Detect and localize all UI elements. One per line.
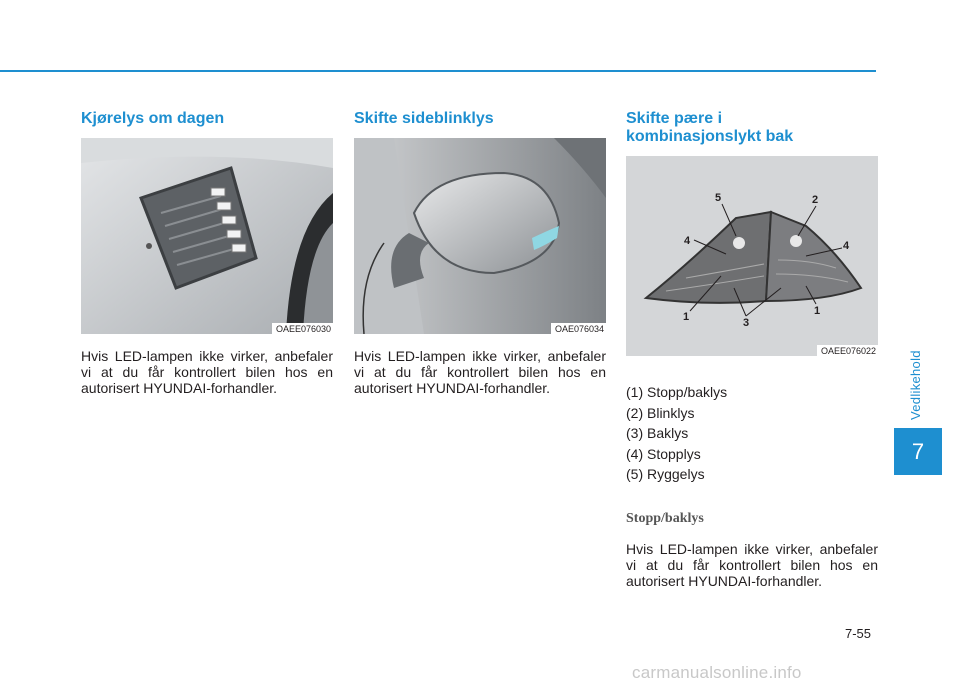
watermark: carmanualsonline.info xyxy=(632,663,802,682)
side-mirror-illustration xyxy=(354,138,606,334)
list-item: (2) Blinklys xyxy=(626,404,695,421)
body-text: Hvis LED-lampen ikke virker, anbefaler vi at du får kontrollert bilen hos en autorisert HYUNDAI-forhandler. xyxy=(354,348,606,396)
figure-rear-lamp xyxy=(626,156,878,356)
section-label: Vedlikehold xyxy=(908,350,923,420)
top-rule xyxy=(0,70,876,72)
figure-side-mirror xyxy=(354,138,606,334)
lamp-legend-list xyxy=(626,382,878,485)
callout-4-left: 4 xyxy=(684,235,691,247)
column-daytime-running-lights xyxy=(81,110,333,396)
section-number-tab: 7 xyxy=(894,428,942,475)
body-text: Hvis LED-lampen ikke virker, anbefaler vi at du får kontrollert bilen hos en autorisert HYUNDAI-forhandler. xyxy=(81,348,333,396)
callout-4-right: 4 xyxy=(843,240,850,252)
column-side-repeater xyxy=(354,110,606,396)
image-code: OAEE076022 xyxy=(817,345,878,356)
heading-side-repeater: Skifte sideblinklys xyxy=(354,110,494,127)
body-text: Hvis LED-lampen ikke virker, anbefaler vi at du får kontrollert bilen hos en autorisert HYUNDAI-forhandler. xyxy=(626,540,878,589)
column-rear-combination-lamp xyxy=(626,110,878,589)
list-item: (4) Stopplys xyxy=(626,445,701,462)
list-item: (5) Ryggelys xyxy=(626,466,705,482)
callout-1-right: 1 xyxy=(814,305,821,317)
image-code: OAEE076030 xyxy=(272,323,333,334)
subheading-stop-tail: Stopp/baklys xyxy=(626,510,704,526)
callout-2: 2 xyxy=(812,194,819,206)
callout-5: 5 xyxy=(715,192,722,204)
list-item: (3) Baklys xyxy=(626,425,689,441)
list-item: (1) Stopp/baklys xyxy=(626,384,728,400)
rear-lamp-illustration xyxy=(626,156,878,356)
heading-daytime-running-lights: Kjørelys om dagen xyxy=(81,110,225,127)
callout-1-left: 1 xyxy=(683,311,690,323)
page-number: 7-55 xyxy=(845,626,872,641)
heading-rear-combination-lamp: Skifte pære i kombinasjonslykt bak xyxy=(626,110,794,145)
figure-front-bumper-drl xyxy=(81,138,333,334)
front-bumper-illustration xyxy=(81,138,333,334)
callout-3: 3 xyxy=(743,317,750,329)
image-code: OAE076034 xyxy=(551,323,606,334)
